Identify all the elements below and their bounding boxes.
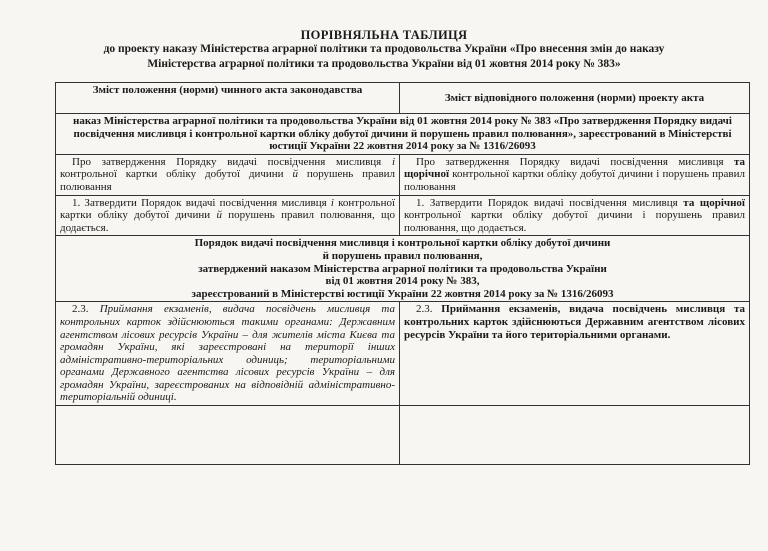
document-title: ПОРІВНЯЛЬНА ТАБЛИЦЯ bbox=[300, 28, 468, 42]
row3-left-number: 2.3. bbox=[72, 303, 89, 316]
row2-left-word-i: і bbox=[330, 196, 334, 209]
row2-left-text-e: порушень правил полювання, що додається. bbox=[60, 209, 396, 234]
section-heading-procedure bbox=[56, 236, 750, 302]
row1-draft-text bbox=[400, 154, 750, 195]
document-subtitle-line1: до проекту наказу Міністерства аграрної політики та продовольства України «Про внесення змін до наказу bbox=[103, 43, 665, 55]
document-subtitle-line2: Міністерства аграрної політики та продовольства України від 01 жовтня 2014 року № 383» bbox=[147, 58, 621, 70]
section2-line3: затверджений наказом Міністерства аграрної політики та продовольства України bbox=[198, 262, 607, 275]
section2-line1: Порядок видачі посвідчення мисливця і контрольної картки обліку добутої дичини bbox=[194, 237, 611, 250]
row1-left-text-e: порушень правил полювання bbox=[60, 168, 396, 193]
header-current-norm: Зміст положення (норми) чинного акта законодавства bbox=[56, 83, 400, 114]
row1-right-text-a: Про затвердження Порядку видачі посвідчення мисливця bbox=[416, 155, 724, 168]
row1-left-text-c: контрольної картки обліку добутої дичини bbox=[60, 168, 284, 181]
section-heading-order: наказ Міністерства аграрної політики та продовольства України від 01 жовтня 2014 року № 383 «Про затвердження Порядку видачі посвідчення мисливця і контрольної картки обліку добутої дичини й порушень правил полювання», зареєстрований в Міністерстві юстиції України 22 жовтня 2014 року за № 1316/26093 bbox=[56, 114, 750, 155]
row1-left-word-i: і bbox=[391, 155, 395, 168]
row3-draft-text bbox=[400, 302, 750, 406]
row1-current-text bbox=[56, 154, 400, 195]
row2-current-text bbox=[56, 195, 400, 236]
row1-left-word-y: й bbox=[292, 168, 298, 181]
row3-right-number: 2.3. bbox=[416, 303, 433, 316]
row2-left-text-a: 1. Затвердити Порядок видачі посвідчення мисливця bbox=[72, 196, 327, 209]
row2-left-word-y: й bbox=[216, 209, 222, 222]
row2-draft-text bbox=[400, 195, 750, 236]
row3-left-italic-text: Приймання екзаменів, видача посвідчень мисливця та контрольних карток здійснюються такими органами: Державним агентством лісових ресурсів України – для жителів міста Києва та громадян України, які зареєстровані на території інших адміністративно-територіальних одиниць; територіальними органами Державного агентства лісових ресурсів України – для громадян України, зареєстрованих на відповідній адміністративно-територіальній одиниці. bbox=[60, 303, 395, 404]
row3-right-bold-text: Приймання екзаменів, видача посвідчень мисливця та контрольних карток здійснюються Державним агентством лісових ресурсів України та його територіальними органами. bbox=[404, 303, 746, 341]
table-header-row bbox=[56, 83, 750, 114]
section2-line5: зареєстрований в Міністерстві юстиції України 22 жовтня 2014 року за № 1316/26093 bbox=[191, 287, 614, 300]
section2-line2: й порушень правил полювання, bbox=[322, 249, 483, 262]
row2-right-change: та щорічної bbox=[683, 196, 745, 209]
section-row-procedure bbox=[56, 236, 750, 302]
table-row bbox=[56, 195, 750, 236]
empty-cell-left bbox=[56, 406, 400, 465]
table-row-empty bbox=[56, 406, 750, 465]
row1-right-text-c: контрольної картки обліку добутої дичини і порушень правил полювання bbox=[404, 168, 745, 193]
section2-line4: від 01 жовтня 2014 року № 383, bbox=[325, 275, 480, 288]
row2-left-text-c: контрольної картки обліку добутої дичини bbox=[60, 196, 396, 222]
section-row-order bbox=[56, 114, 750, 155]
comparison-table bbox=[55, 82, 750, 465]
empty-cell-right bbox=[400, 406, 750, 465]
table-row bbox=[56, 302, 750, 406]
row2-right-text-c: контрольної картки обліку добутої дичини і порушень правил полювання, що додається. bbox=[404, 209, 745, 234]
row3-current-text bbox=[56, 302, 400, 406]
row2-right-text-a: 1. Затвердити Порядок видачі посвідчення мисливця bbox=[416, 196, 678, 209]
table-row bbox=[56, 154, 750, 195]
header-draft-norm: Зміст відповідного положення (норми) проекту акта bbox=[400, 83, 750, 114]
row1-right-change: та щорічної bbox=[404, 155, 745, 181]
row1-left-text-a: Про затвердження Порядку видачі посвідчення мисливця bbox=[72, 155, 382, 168]
